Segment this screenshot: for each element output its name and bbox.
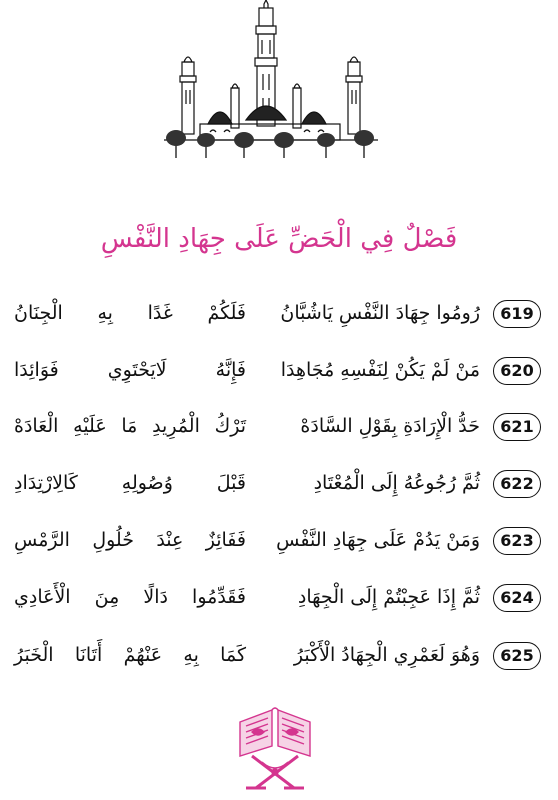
verse-number: 620	[493, 357, 541, 385]
verse-first-hemistich: ثُمَّ رُجُوعُهُ إِلَى الْمُعْتَادِ	[313, 472, 480, 494]
verse-second-hemistich: فَقَدِّمُوا دَالًا مِنَ الْأَعَادِي	[14, 586, 246, 608]
verse-row	[0, 580, 558, 620]
verse-second-hemistich: كَمَا بِهِ عَنْهُمْ أَتَانَا الْخَبَرُ	[14, 644, 246, 666]
verse-number: 621	[493, 413, 541, 441]
verse-second-hemistich: قَبْلَ وُصُولِهِ كَالِارْتِدَادِ	[14, 472, 246, 494]
verse-row	[0, 296, 558, 336]
verse-second-hemistich: فَفَائِزٌ عِنْدَ حُلُولِ الرَّمْسِ	[14, 529, 246, 551]
quran-on-stand-icon	[232, 702, 318, 794]
verse-number: 624	[493, 584, 541, 612]
verse-first-hemistich: وَمَنْ يَدُمْ عَلَى جِهَادِ النَّفْسِ	[276, 529, 480, 551]
verse-number: 622	[493, 470, 541, 498]
verse-first-hemistich: مَنْ لَمْ يَكُنْ لِنَفْسِهِ مُجَاهِدَا	[280, 359, 480, 381]
verse-number: 625	[493, 642, 541, 670]
verse-number: 619	[493, 300, 541, 328]
verse-number: 623	[493, 527, 541, 555]
verse-row	[0, 638, 558, 678]
verse-first-hemistich: وَهُوَ لَعَمْرِي الْجِهَادُ الْأَكْبَرُ	[293, 644, 480, 666]
verse-row	[0, 409, 558, 449]
verse-row	[0, 353, 558, 393]
verse-second-hemistich: فَلَكُمْ غَدًا بِهِ الْجِنَانُ	[14, 302, 246, 324]
verse-first-hemistich: حَدُّ الْإِرَادَةِ بِقَوْلِ السَّادَهْ	[300, 415, 480, 437]
verse-second-hemistich: فَإِنَّهُ لَايَحْتَوِي فَوَائِدَا	[14, 359, 246, 381]
verse-first-hemistich: ثُمَّ إِذَا عَجِبْتُمْ إِلَى الْجِهَادِ	[297, 586, 480, 608]
verse-row	[0, 466, 558, 506]
verse-first-hemistich: رُومُوا جِهَادَ النَّفْسِ يَاشُبَّانُ	[280, 302, 480, 324]
verse-second-hemistich: تَرْكُ الْمُرِيدِ مَا عَلَيْهِ الْعَادَهْ	[14, 415, 246, 437]
section-title: فَصْلٌ فِي الْحَضِّ عَلَى جِهَادِ النَّفْسِ	[100, 224, 458, 254]
verse-row	[0, 523, 558, 563]
